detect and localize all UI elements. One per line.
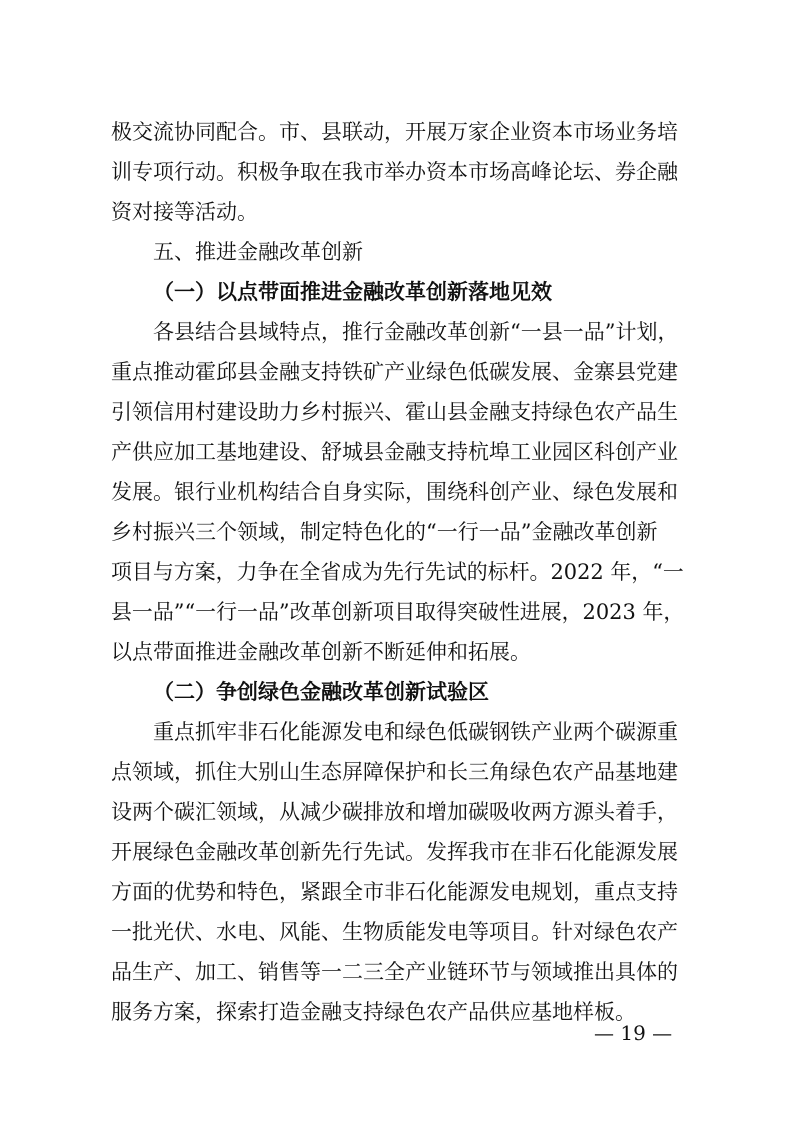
text-line: 点领域，抓住大别山生态屏障保护和长三角绿色农产品基地建 [111,760,678,784]
text-line: 服务方案，探索打造金融支持绿色农产品供应基地样板。 [111,1000,636,1024]
text-line: 方面的优势和特色，紧跟全市非石化能源发电规划，重点支持 [111,880,678,904]
text-line: 品生产、加工、销售等一二三全产业链环节与领域推出具体的 [111,960,678,984]
text-line: 项目与方案，力争在全省成为先行先试的标杆。2022 年，“一 [111,560,684,584]
text-line: 重点推动霍邱县金融支持铁矿产业绿色低碳发展、金寨县党建 [111,360,678,384]
text-line: 设两个碳汇领域，从减少碳排放和增加碳吸收两方源头着手， [111,800,678,824]
text-line: 以点带面推进金融改革创新不断延伸和拓展。 [111,640,531,664]
text-line: 引领信用村建设助力乡村振兴、霍山县金融支持绿色农产品生 [111,400,678,424]
text-line: 重点抓牢非石化能源发电和绿色低碳钢铁产业两个碳源重 [153,720,678,744]
subsection-heading: （二）争创绿色金融改革创新试验区 [153,679,489,704]
text-line: 县一品”“一行一品”改革创新项目取得突破性进展，2023 年， [111,600,685,624]
subsection-heading: （一）以点带面推进金融改革创新落地见效 [153,279,552,304]
text-line: 产供应加工基地建设、舒城县金融支持杭埠工业园区科创产业 [111,440,678,464]
text-line: 开展绿色金融改革创新先行先试。发挥我市在非石化能源发展 [111,840,678,864]
page-number: — 19 — [594,1021,673,1045]
text-line: 一批光伏、水电、风能、生物质能发电等项目。针对绿色农产 [111,920,678,944]
section-heading: 五、推进金融改革创新 [153,240,363,264]
text-line: 各县结合县域特点，推行金融改革创新“一县一品”计划， [153,320,679,344]
text-line: 发展。银行业机构结合自身实际，围绕科创产业、绿色发展和 [111,480,678,504]
text-line: 训专项行动。积极争取在我市举办资本市场高峰论坛、券企融 [111,160,678,184]
text-line: 极交流协同配合。市、县联动，开展万家企业资本市场业务培 [111,120,678,144]
text-line: 资对接等活动。 [111,200,258,224]
text-line: 乡村振兴三个领域，制定特色化的“一行一品”金融改革创新 [111,520,658,544]
